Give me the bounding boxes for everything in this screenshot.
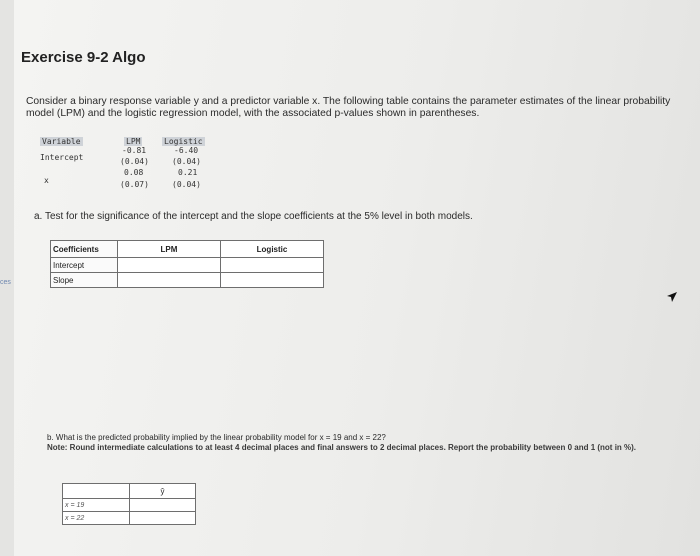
left-sidebar-strip <box>0 0 15 556</box>
question-a-text: a. Test for the significance of the intercept and the slope coefficients at the 5% level in both models. <box>34 211 473 222</box>
header-yhat: ŷ <box>130 484 196 499</box>
header-coefficients: Coefficients <box>51 241 118 258</box>
significance-table-header <box>51 241 324 258</box>
prediction-table <box>62 483 196 525</box>
estimates-header-lpm: LPM <box>126 137 141 146</box>
lpm-intercept-dropdown[interactable] <box>118 258 221 273</box>
lpm-slope-dropdown[interactable] <box>118 273 221 288</box>
table-row <box>51 258 324 273</box>
table-row <box>63 499 196 512</box>
header-lpm: LPM <box>118 241 221 258</box>
exercise-intro: Consider a binary response variable y and a predictor variable x. The following table contains the parameter estimates of the linear probability model (LPM) and the logistic regression model, with the associated p-values shown in parentheses. <box>26 96 671 119</box>
row-label-slope: Slope <box>51 273 118 288</box>
prediction-x19-input[interactable] <box>130 499 196 512</box>
header-blank <box>63 484 130 499</box>
mouse-cursor-icon <box>666 291 678 303</box>
logistic-slope-pvalue: (0.04) <box>172 180 201 189</box>
row-label-x22: x = 22 <box>63 512 130 525</box>
row-label-intercept: Intercept <box>51 258 118 273</box>
exercise-title: Exercise 9-2 Algo <box>21 49 146 66</box>
header-logistic: Logistic <box>221 241 324 258</box>
significance-table <box>50 240 324 288</box>
lpm-slope-pvalue: (0.07) <box>120 180 149 189</box>
prediction-x22-input[interactable] <box>130 512 196 525</box>
table-row <box>63 512 196 525</box>
logistic-intercept-value: -6.40 <box>174 146 199 155</box>
question-b-text: b. What is the predicted probability implied by the linear probability model for x = 19 and x = 22? <box>47 433 386 442</box>
logistic-slope-value: 0.21 <box>178 168 198 177</box>
estimates-header-variable: Variable <box>42 137 81 146</box>
logistic-slope-dropdown[interactable] <box>221 273 324 288</box>
question-b-note: Note: Round intermediate calculations to at least 4 decimal places and final answers to 2 decimal places. Report the probability between 0 and 1 (not in %). <box>47 443 637 452</box>
row-label-x19: x = 19 <box>63 499 130 512</box>
estimates-row-x: x <box>44 176 49 185</box>
lpm-intercept-value: -0.81 <box>122 146 147 155</box>
estimates-row-intercept: Intercept <box>40 153 84 162</box>
question-b <box>47 433 677 453</box>
sidebar-label: ces <box>0 279 11 286</box>
lpm-intercept-pvalue: (0.04) <box>120 157 149 166</box>
logistic-intercept-dropdown[interactable] <box>221 258 324 273</box>
lpm-slope-value: 0.08 <box>124 168 144 177</box>
logistic-intercept-pvalue: (0.04) <box>172 157 201 166</box>
table-row <box>51 273 324 288</box>
estimates-header-logistic: Logistic <box>164 137 203 146</box>
prediction-table-header <box>63 484 196 499</box>
